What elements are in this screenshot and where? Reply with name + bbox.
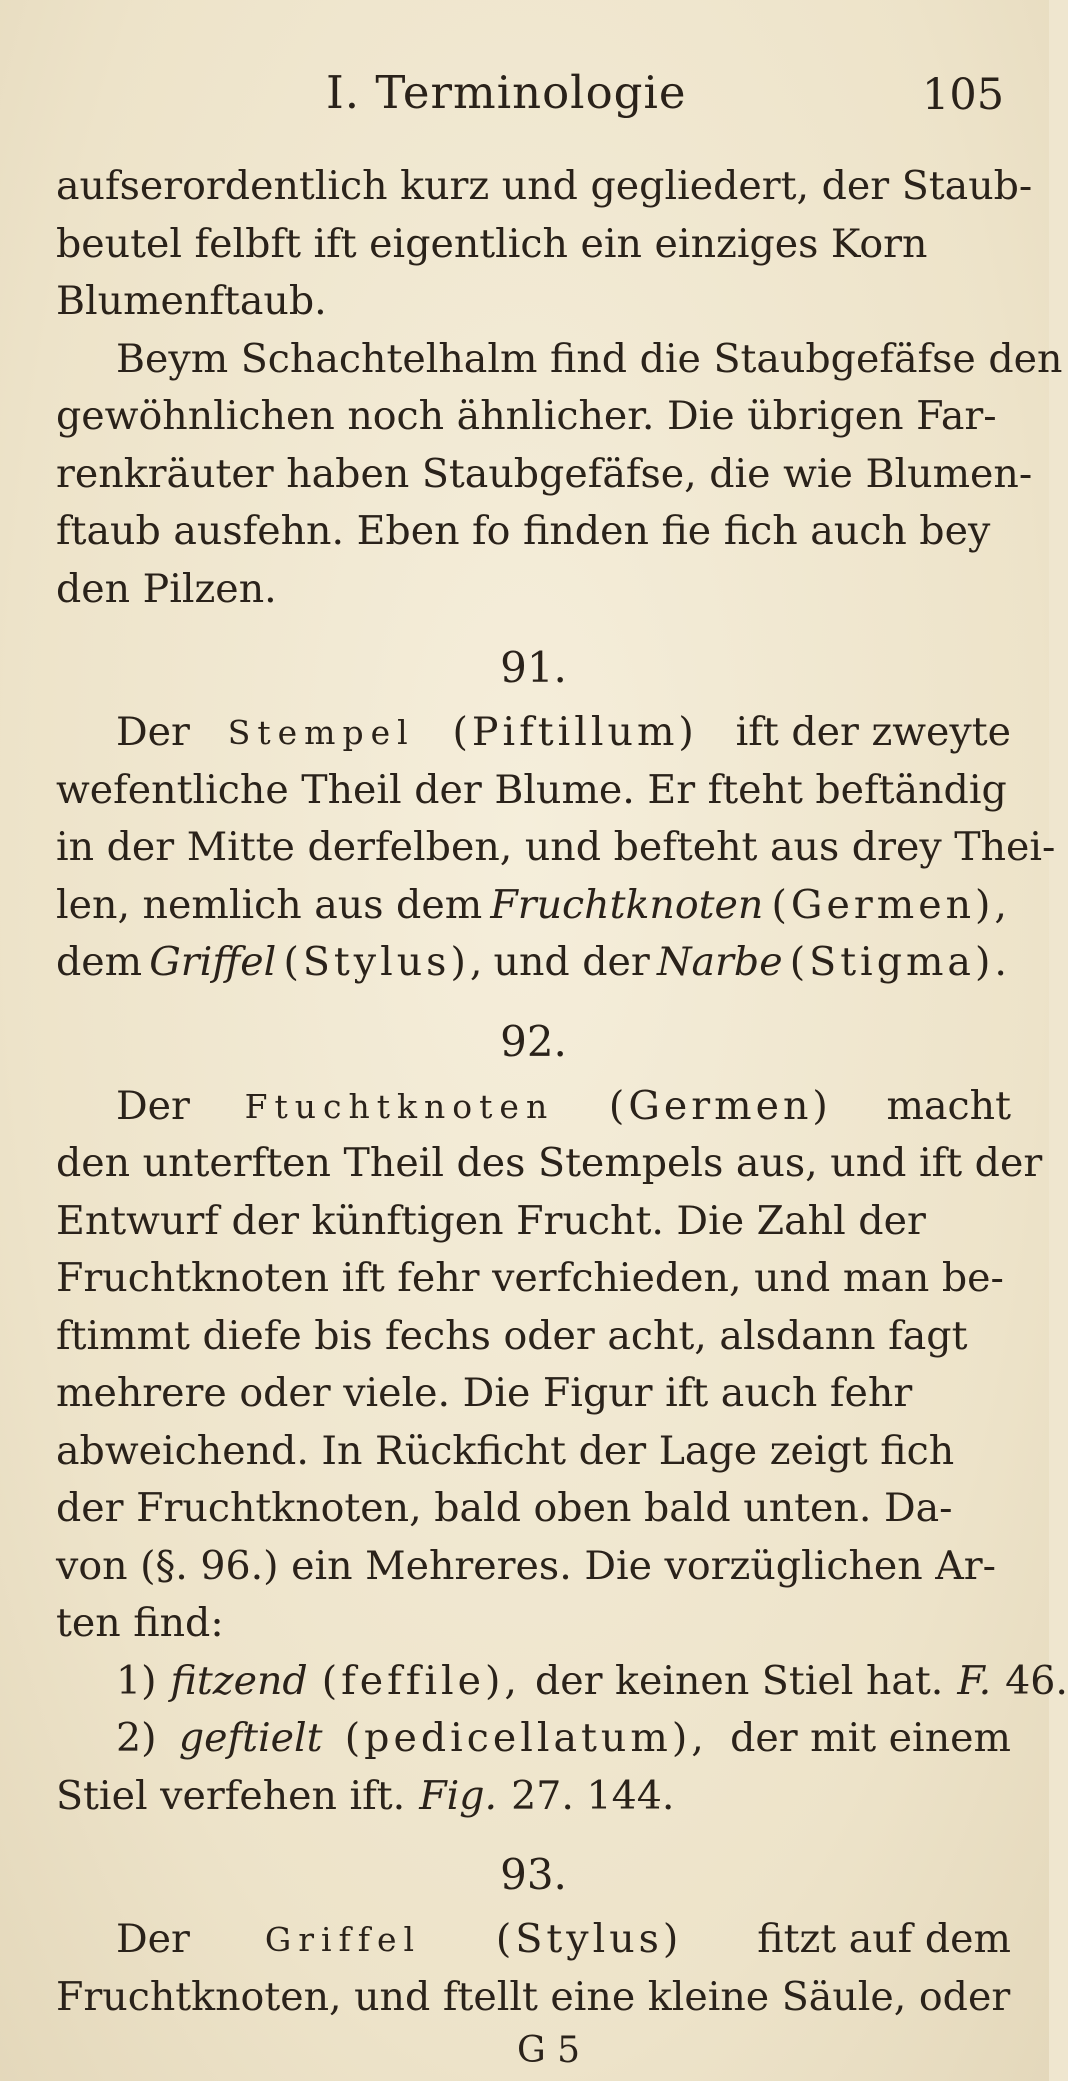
section-number: 93. (500, 1850, 567, 1899)
text-line: ftaub ausfehn. Eben fo finden fie fich auch bey (56, 508, 991, 554)
term-fruchtknoten-heading: Ftuchtknoten (244, 1086, 555, 1126)
text-line: renkräuter haben Staubgefäfse, die wie Blumen- (56, 450, 1033, 497)
figure-ref-number: 27. 144. (511, 1772, 675, 1819)
latin-term: (feffile), (321, 1657, 521, 1704)
latin-term: (Piftillum) (452, 709, 698, 755)
text-span: der mit einem (730, 1715, 1011, 1761)
list-marker: 1) (116, 1657, 157, 1704)
text-line: aufserordentlich kurz und gegliedert, der Staub- (56, 163, 1033, 209)
text-span: Der (116, 1082, 190, 1129)
latin-term: (Germen) (608, 1082, 832, 1129)
term-fitzend: fitzend (170, 1657, 308, 1704)
text-line: von (§. 96.) ein Mehreres. Die vorzüglichen Ar- (56, 1542, 997, 1589)
text-line: Entwurf der künftigen Frucht. Die Zahl der (56, 1197, 926, 1244)
text-line: Fruchtknoten ift fehr verfchieden, und man be- (56, 1255, 1004, 1301)
page-header (0, 66, 1049, 136)
list-item (56, 1710, 1011, 1768)
page-body (56, 158, 1068, 2076)
text-span: ift der zweyte (735, 709, 1011, 755)
paragraph-griffel (56, 1911, 1011, 2026)
text-line: gewöhnlichen noch ähnlicher. Die übrigen Far- (56, 393, 997, 439)
latin-term: (pedicellatum), (344, 1715, 708, 1761)
list-item (56, 1653, 1068, 1711)
text-line (56, 1078, 1011, 1136)
latin-term: (Stylus), (283, 939, 487, 985)
text-span: Der (116, 709, 190, 755)
paragraph-staubbeutel (56, 158, 1033, 331)
text-span: fitzt auf dem (757, 1916, 1011, 1962)
latin-term: (Germen), (771, 881, 1011, 928)
running-title: I. Terminologie (326, 66, 687, 119)
text-line (56, 1768, 1011, 1826)
text-span: Stiel verfehen ift. (56, 1772, 406, 1819)
text-line (56, 1911, 1011, 1969)
term-stempel: Stempel (227, 713, 415, 752)
figure-ref-label: F. (957, 1657, 992, 1704)
text-line: den unterften Theil des Stempels aus, und ift der (56, 1140, 1043, 1186)
term-griffel-heading: Griffel (264, 1920, 422, 1959)
text-line (56, 877, 1011, 935)
text-span: Der (116, 1916, 190, 1962)
text-span: der keinen Stiel hat. (534, 1657, 944, 1704)
text-line: wefentliche Theil der Blume. Er fteht beftändig (56, 766, 1007, 813)
text-span: len, nemlich aus dem (56, 881, 483, 928)
figure-ref-number: 46. (1005, 1657, 1068, 1704)
text-line: beutel felbft ift eigentlich ein einziges Korn (56, 220, 928, 267)
text-line: abweichend. In Rückficht der Lage zeigt fich (56, 1427, 955, 1474)
signature-mark: G 5 (516, 2030, 581, 2071)
term-geftielt: geftielt (178, 1715, 323, 1761)
text-line: den Pilzen. (56, 565, 277, 612)
list-marker: 2) (116, 1715, 157, 1761)
paragraph-fruchtknoten (56, 1078, 1068, 1826)
term-fruchtknoten: Fruchtknoten (490, 881, 764, 928)
latin-term: (Stigma). (789, 939, 1011, 985)
page-number: 105 (922, 70, 1005, 120)
paragraph-schachtelhalm (56, 331, 1063, 619)
text-line: Fruchtknoten, und ftellt eine kleine Säule, oder (56, 1973, 1011, 2020)
text-line: ftimmt diefe bis fechs oder acht, alsdann fagt (56, 1312, 968, 1359)
text-line (56, 704, 1011, 762)
text-span: macht (886, 1082, 1011, 1129)
section-number: 91. (500, 643, 567, 692)
latin-term: (Stylus) (495, 1916, 683, 1962)
text-line: mehrere oder viele. Die Figur ift auch fehr (56, 1370, 913, 1416)
term-griffel: Griffel (149, 939, 277, 985)
text-line: in der Mitte derfelben, und befteht aus drey Thei- (56, 824, 1056, 870)
text-span: und der (493, 939, 650, 985)
figure-ref-label: Fig. (419, 1772, 498, 1819)
paragraph-stempel (56, 704, 1056, 992)
text-line (56, 934, 1011, 992)
text-line: Beym Schachtelhalm find die Staubgefäfse den (116, 335, 1063, 382)
text-line: ten find: (56, 1600, 224, 1646)
text-span: dem (56, 939, 143, 985)
text-line: der Fruchtknoten, bald oben bald unten. Da- (56, 1485, 953, 1531)
text-line: Blumenftaub. (56, 278, 327, 324)
term-narbe: Narbe (656, 939, 783, 985)
section-number: 92. (500, 1016, 567, 1066)
